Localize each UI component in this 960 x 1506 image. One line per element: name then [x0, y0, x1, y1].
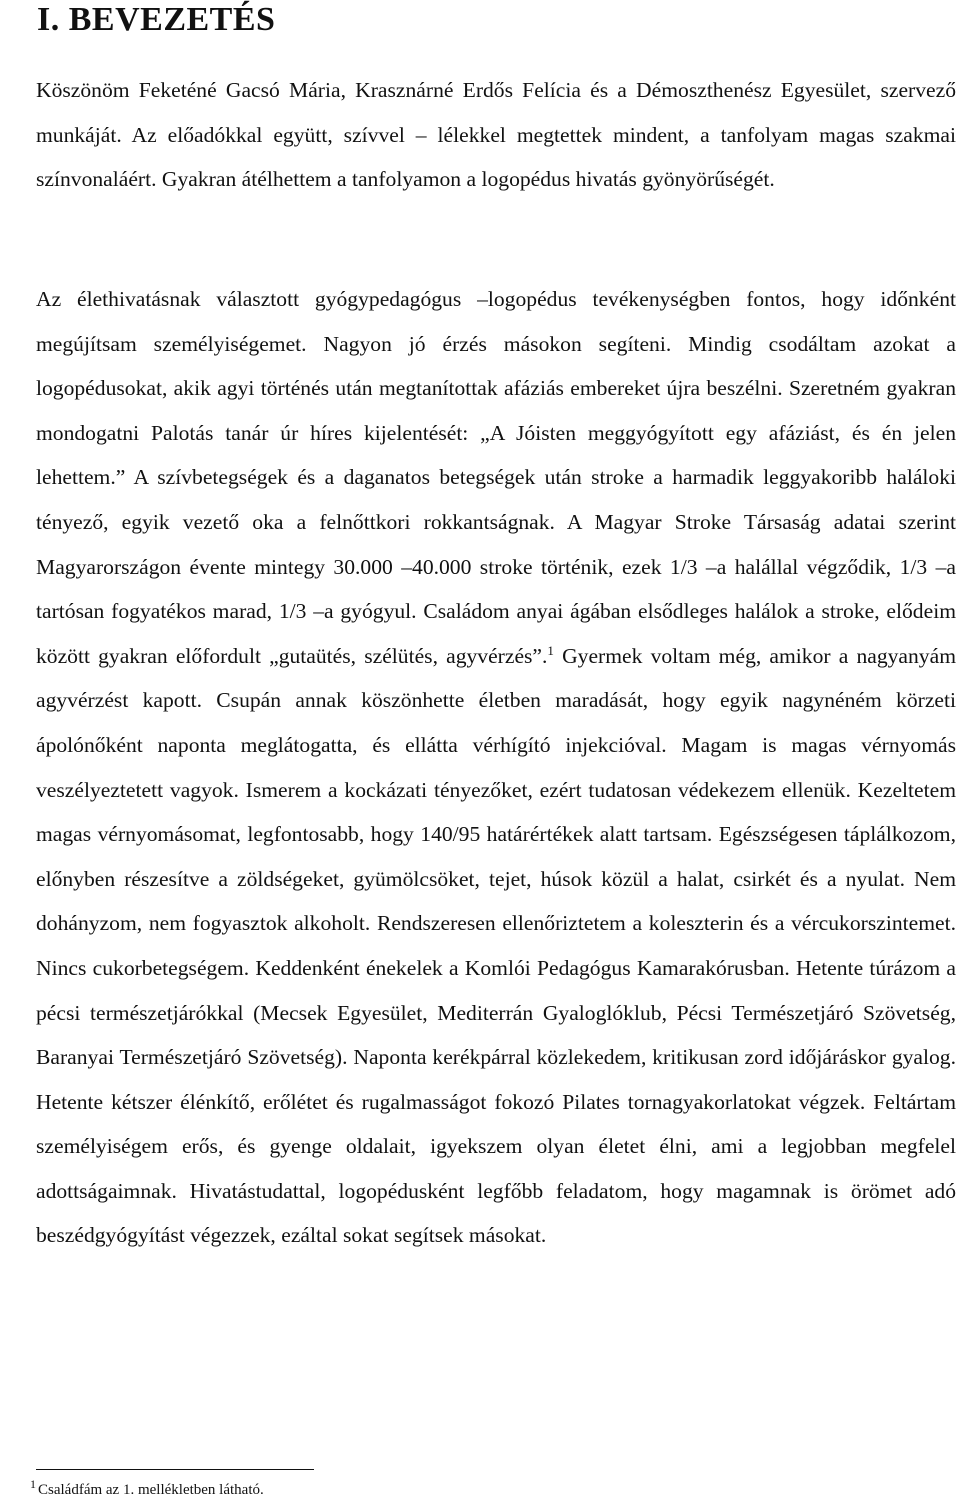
paragraph-text-part: Gyermek voltam még, amikor a nagyanyám agyvérzést kapott. Csupán annak köszönhette életben maradását, hogy egyik nagynéném körzeti ápolónőként naponta meglátogatta, és ellátta vérhígító injekcióval. Magam is magas vérnyomás veszélyeztetett vagyok. Ismerem a kockázati tényezőket, ezért tudatosan védekezem ellenük. Kezeltetem magas vérnyomásomat, legfontosabb, hogy 140/95 határértékek alatt tartsam. Egészségesen táplálkozom, előnyben részesítve a zöldségeket, gyümölcsöket, tejet, húsok közül a halat, csirkét és a nyulat. Nem dohányzom, nem fogyasztok alkoholt. Rendszeresen ellenőriztetem a koleszterin és a vércukorszintemet. Nincs cukorbetegségem. Keddenként énekelek a Komlói Pedagógus Kamarakórusban. Hetente túrázom a pécsi természetjárókkal (Mecsek Egyesület, Mediterrán Gyaloglóklub, Pécsi Természetjáró Szövetség, Baranyai Természetjáró Szövetség). Naponta kerékpárral közlekedem, kritikusan zord időjáráskor gyalog. Hetente kétszer élénkítő, erőlétet és rugalmasságot fokozó Pilates tornagyakorlatokat végzek. Feltártam személyiségem erős, és gyenge oldalait, igyekszem olyan életet élni, ami a legjobban megfelel adottságaimnak. Hivatástudattal, logopédusként legfőbb feladatom, hogy magamnak is örömet adó beszédgyógyítást végezzek, ezáltal sokat segítsek másokat.	[36, 643, 956, 1248]
paragraph-text	[36, 277, 956, 1258]
footnote-text: Családfám az 1. mellékletben látható.	[38, 1482, 264, 1498]
footnote-reference[interactable]: 1	[547, 642, 554, 658]
footnote-separator	[36, 1469, 314, 1470]
paragraph-text-part: Az élethivatásnak választott gyógypedagógus –logopédus tevékenységben fontos, hogy időnként megújítsam személyiségemet. Nagyon jó érzés másokon segíteni. Mindig csodáltam azokat a logopédusokat, akik agyi történés után megtanítottak afáziás embereket újra beszélni. Szeretném gyakran mondogatni Palotás tanár úr híres kijelentését: „A Jóisten meggyógyított egy afáziást, és én jelen lehettem.” A szívbetegségek és a daganatos betegségek után stroke a harmadik leggyakoribb haláloki tényező, egyik vezető oka a felnőttkori rokkantságnak. A Magyar Stroke Társaság adatai szerint Magyarországon évente mintegy 30.000 –40.000 stroke történik, ezek 1/3 –a halállal végződik, 1/3 –a tartósan fogyatékos marad, 1/3 –a gyógyul. Családom anyai ágában elsődleges halálok a stroke, elődeim között gyakran előfordult „gutaütés, szélütés, agyvérzés”.	[36, 287, 956, 668]
paragraph-acknowledgement	[36, 68, 956, 202]
footnote	[30, 1476, 264, 1504]
paragraph-text: Köszönöm Feketéné Gacsó Mária, Krasznárné Erdős Felícia és a Démoszthenész Egyesület, szervező munkáját. Az előadókkal együtt, szívvel – lélekkel megtettek mindent, a tanfolyam magas szakmai színvonaláért. Gyakran átélhettem a tanfolyamon a logopédus hivatás gyönyörűségét.	[36, 78, 956, 192]
footnote-marker: 1	[30, 1477, 36, 1491]
section-heading: I. BEVEZETÉS	[37, 1, 276, 38]
paragraph-vocation	[36, 277, 956, 1258]
